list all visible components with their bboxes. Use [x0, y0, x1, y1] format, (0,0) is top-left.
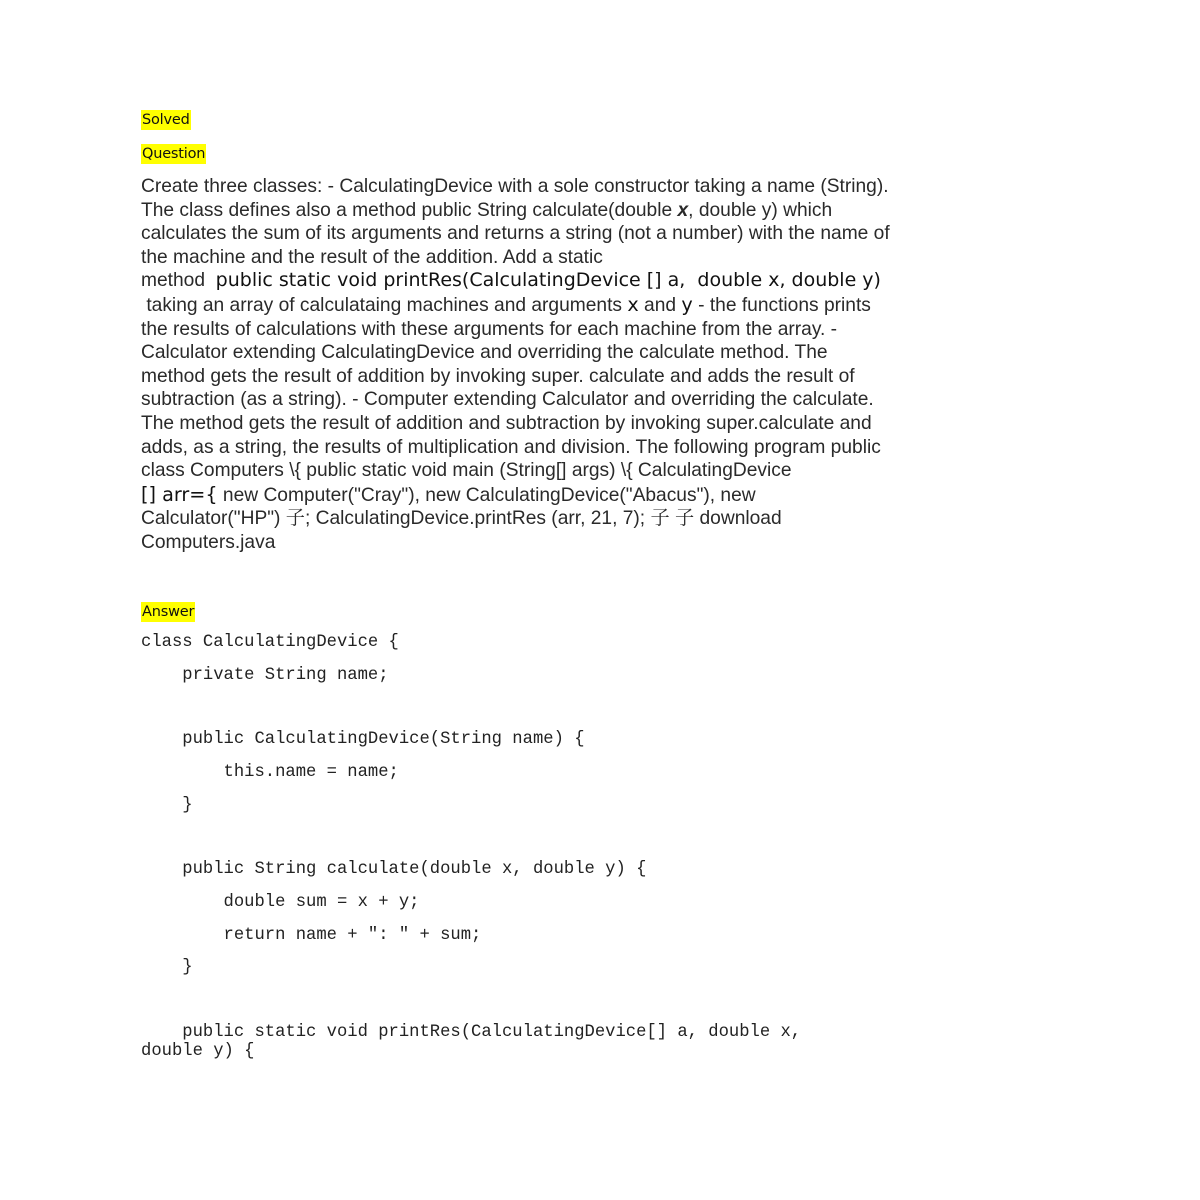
question-line: The method gets the result of addition and subtraction by invoking super.calculate and [141, 412, 872, 434]
code-line: private String name; [141, 666, 389, 685]
question-line [141, 199, 1066, 223]
question-text-fragment: method [141, 270, 216, 292]
question-line: adds, as a string, the results of multiplication and division. The following program public [141, 436, 881, 458]
arg-y: y [681, 292, 693, 316]
question-text-fragment: , double y) which [688, 199, 833, 221]
question-text-fragment: taking an array of calculataing machines and arguments [141, 294, 628, 316]
italic-x: x [677, 199, 689, 221]
question-line: method gets the result of addition by invoking super. calculate and adds the result of [141, 365, 855, 387]
question-text-fragment: The class defines also a method public String calculate(double [141, 199, 678, 221]
question-line [141, 269, 1066, 293]
question-line: subtraction (as a string). - Computer extending Calculator and overriding the calculate. [141, 389, 874, 411]
question-text-fragment: new Computer("Cray"), new CalculatingDevice("Abacus"), new [217, 484, 756, 506]
question-line: calculates the sum of its arguments and returns a string (not a number) with the name of [141, 223, 890, 245]
method-signature: public static void printRes(CalculatingDevice [] a, double x, double y) [215, 269, 881, 292]
question-line [141, 293, 1066, 318]
question-line: Create three classes: - CalculatingDevice with a sole constructor taking a name (String). [141, 176, 889, 197]
code-line: class CalculatingDevice { [141, 633, 399, 652]
question-body [141, 175, 1066, 555]
solved-label: Solved [142, 112, 190, 128]
code-line: this.name = name; [141, 763, 399, 782]
code-line: } [141, 958, 193, 977]
code-line: return name + ": " + sum; [141, 926, 482, 945]
answer-label: Answer [142, 604, 195, 620]
question-line [141, 483, 1066, 508]
question-line: Calculator("HP") 子; CalculatingDevice.printRes (arr, 21, 7); 子 子 download [141, 508, 782, 530]
question-text-fragment: and [638, 294, 682, 316]
question-line: the results of calculations with these arguments for each machine from the array. - [141, 318, 838, 340]
code-line: public static void printRes(CalculatingDevice[] a, double x, [141, 1023, 802, 1042]
question-line: class Computers \{ public static void main (String[] args) \{ CalculatingDevice [141, 460, 792, 482]
question-text-fragment: [] arr= [141, 482, 206, 506]
arg-x: x [627, 292, 639, 316]
code-line: public String calculate(double x, double y) { [141, 860, 647, 879]
question-label: Question [142, 146, 206, 162]
code-line: double y) { [141, 1042, 255, 1061]
question-line: the machine and the result of the addition. Add a static [141, 246, 603, 268]
code-line: public CalculatingDevice(String name) { [141, 730, 585, 749]
question-text-fragment: - the functions prints [692, 294, 871, 316]
code-line: } [141, 796, 193, 815]
question-line: Computers.java [141, 531, 276, 553]
code-line: double sum = x + y; [141, 893, 420, 912]
brace-glyph: { [205, 482, 218, 506]
question-line: Calculator extending CalculatingDevice and overriding the calculate method. The [141, 342, 828, 364]
